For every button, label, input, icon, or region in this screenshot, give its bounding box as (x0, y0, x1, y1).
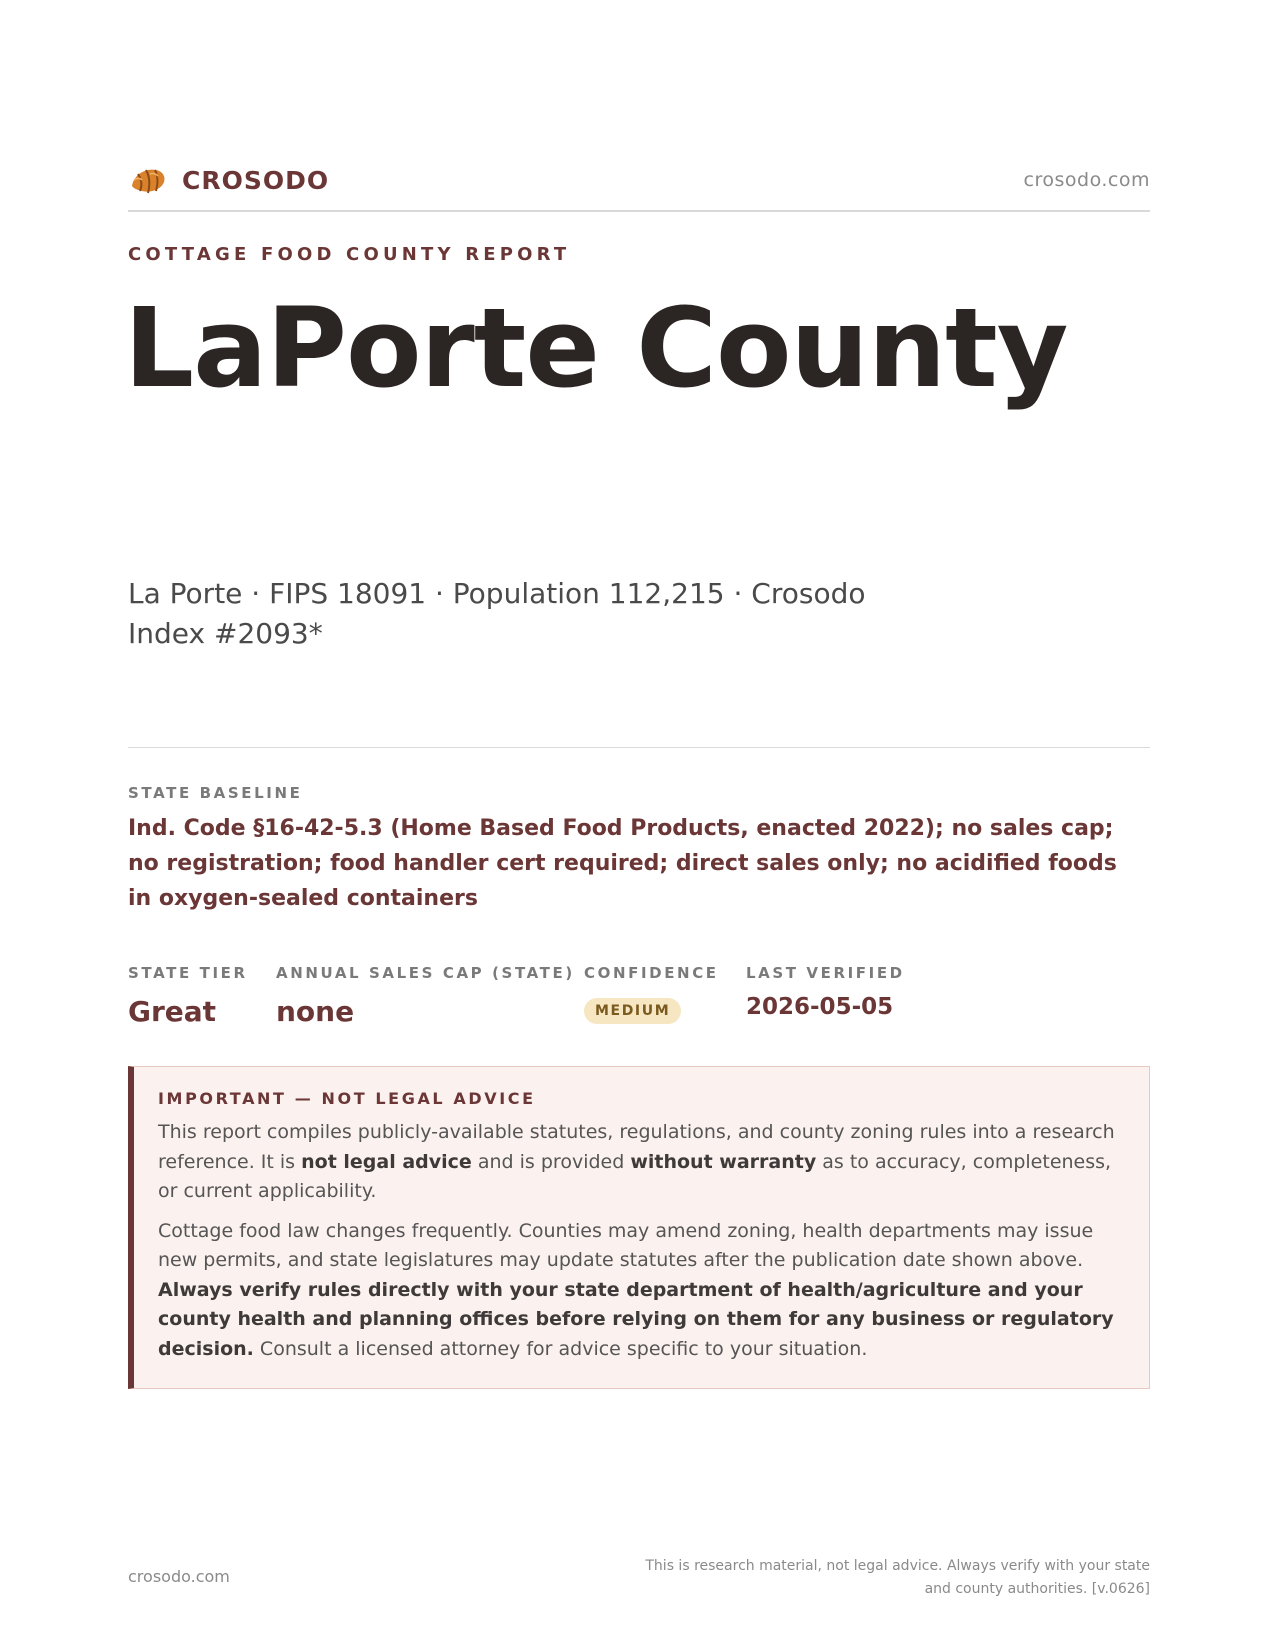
confidence-badge: MEDIUM (584, 998, 681, 1024)
legal-notice (128, 1066, 1150, 1389)
stat-state-tier (128, 964, 248, 1028)
stat-label: ANNUAL SALES CAP (STATE) (276, 964, 575, 982)
footer-disclaimer: This is research material, not legal advice. Always verify with your state and county authorities. [v.0626] (645, 1558, 1150, 1597)
stat-value: none (276, 995, 355, 1028)
stat-last-verified (746, 964, 905, 1020)
croissant-icon (128, 160, 168, 200)
stat-label: STATE TIER (128, 964, 248, 982)
page-header (128, 158, 1150, 202)
header-divider (128, 210, 1150, 212)
site-url[interactable]: crosodo.com (1023, 169, 1150, 191)
stat-confidence (584, 964, 719, 1024)
stat-label: LAST VERIFIED (746, 964, 905, 982)
stat-label: CONFIDENCE (584, 964, 719, 982)
brand (128, 160, 329, 200)
stat-value: Great (128, 995, 217, 1028)
notice-title: IMPORTANT — NOT LEGAL ADVICE (158, 1089, 536, 1108)
report-page (124, 0, 1150, 1650)
notice-paragraph (158, 1217, 1123, 1365)
stat-value: 2026-05-05 (746, 994, 894, 1020)
notice-paragraph (158, 1118, 1123, 1207)
stat-sales-cap (276, 964, 575, 1028)
state-baseline-text: Ind. Code §16-42-5.3 (Home Based Food Products, enacted 2022); no sales cap; no registration; food handler cert required; direct sales only; no acidified foods in oxygen-sealed containers (128, 816, 1117, 911)
notice-text: Cottage food law changes frequently. Counties may amend zoning, health departments may issue new permits, and state legislatures may update statutes after the publication date shown above. (158, 1219, 1094, 1271)
notice-emphasis: Always verify rules directly with your state department of health/agriculture and your county health and planning offices before relying on them for any business or regulatory decision. (158, 1278, 1114, 1360)
notice-text: Consult a licensed attorney for advice specific to your situation. (253, 1337, 868, 1360)
state-baseline-label: STATE BASELINE (128, 784, 303, 802)
page-title: LaPorte County (124, 284, 1068, 412)
notice-emphasis: not legal advice (301, 1150, 472, 1173)
brand-name: CROSODO (182, 165, 330, 195)
footer-site-url[interactable]: crosodo.com (128, 1567, 230, 1586)
notice-text: and is provided (471, 1150, 631, 1173)
notice-text: as to accuracy, completeness, or current applicability. (158, 1150, 1112, 1202)
county-subtitle: La Porte · FIPS 18091 · Population 112,215 · Crosodo Index #2093* (128, 577, 866, 650)
report-eyebrow: COTTAGE FOOD COUNTY REPORT (128, 244, 571, 265)
notice-emphasis: without warranty (630, 1150, 817, 1173)
notice-text: This report compiles publicly-available statutes, regulations, and county zoning rules into a research reference. It is (158, 1121, 1115, 1173)
section-divider (128, 747, 1150, 748)
